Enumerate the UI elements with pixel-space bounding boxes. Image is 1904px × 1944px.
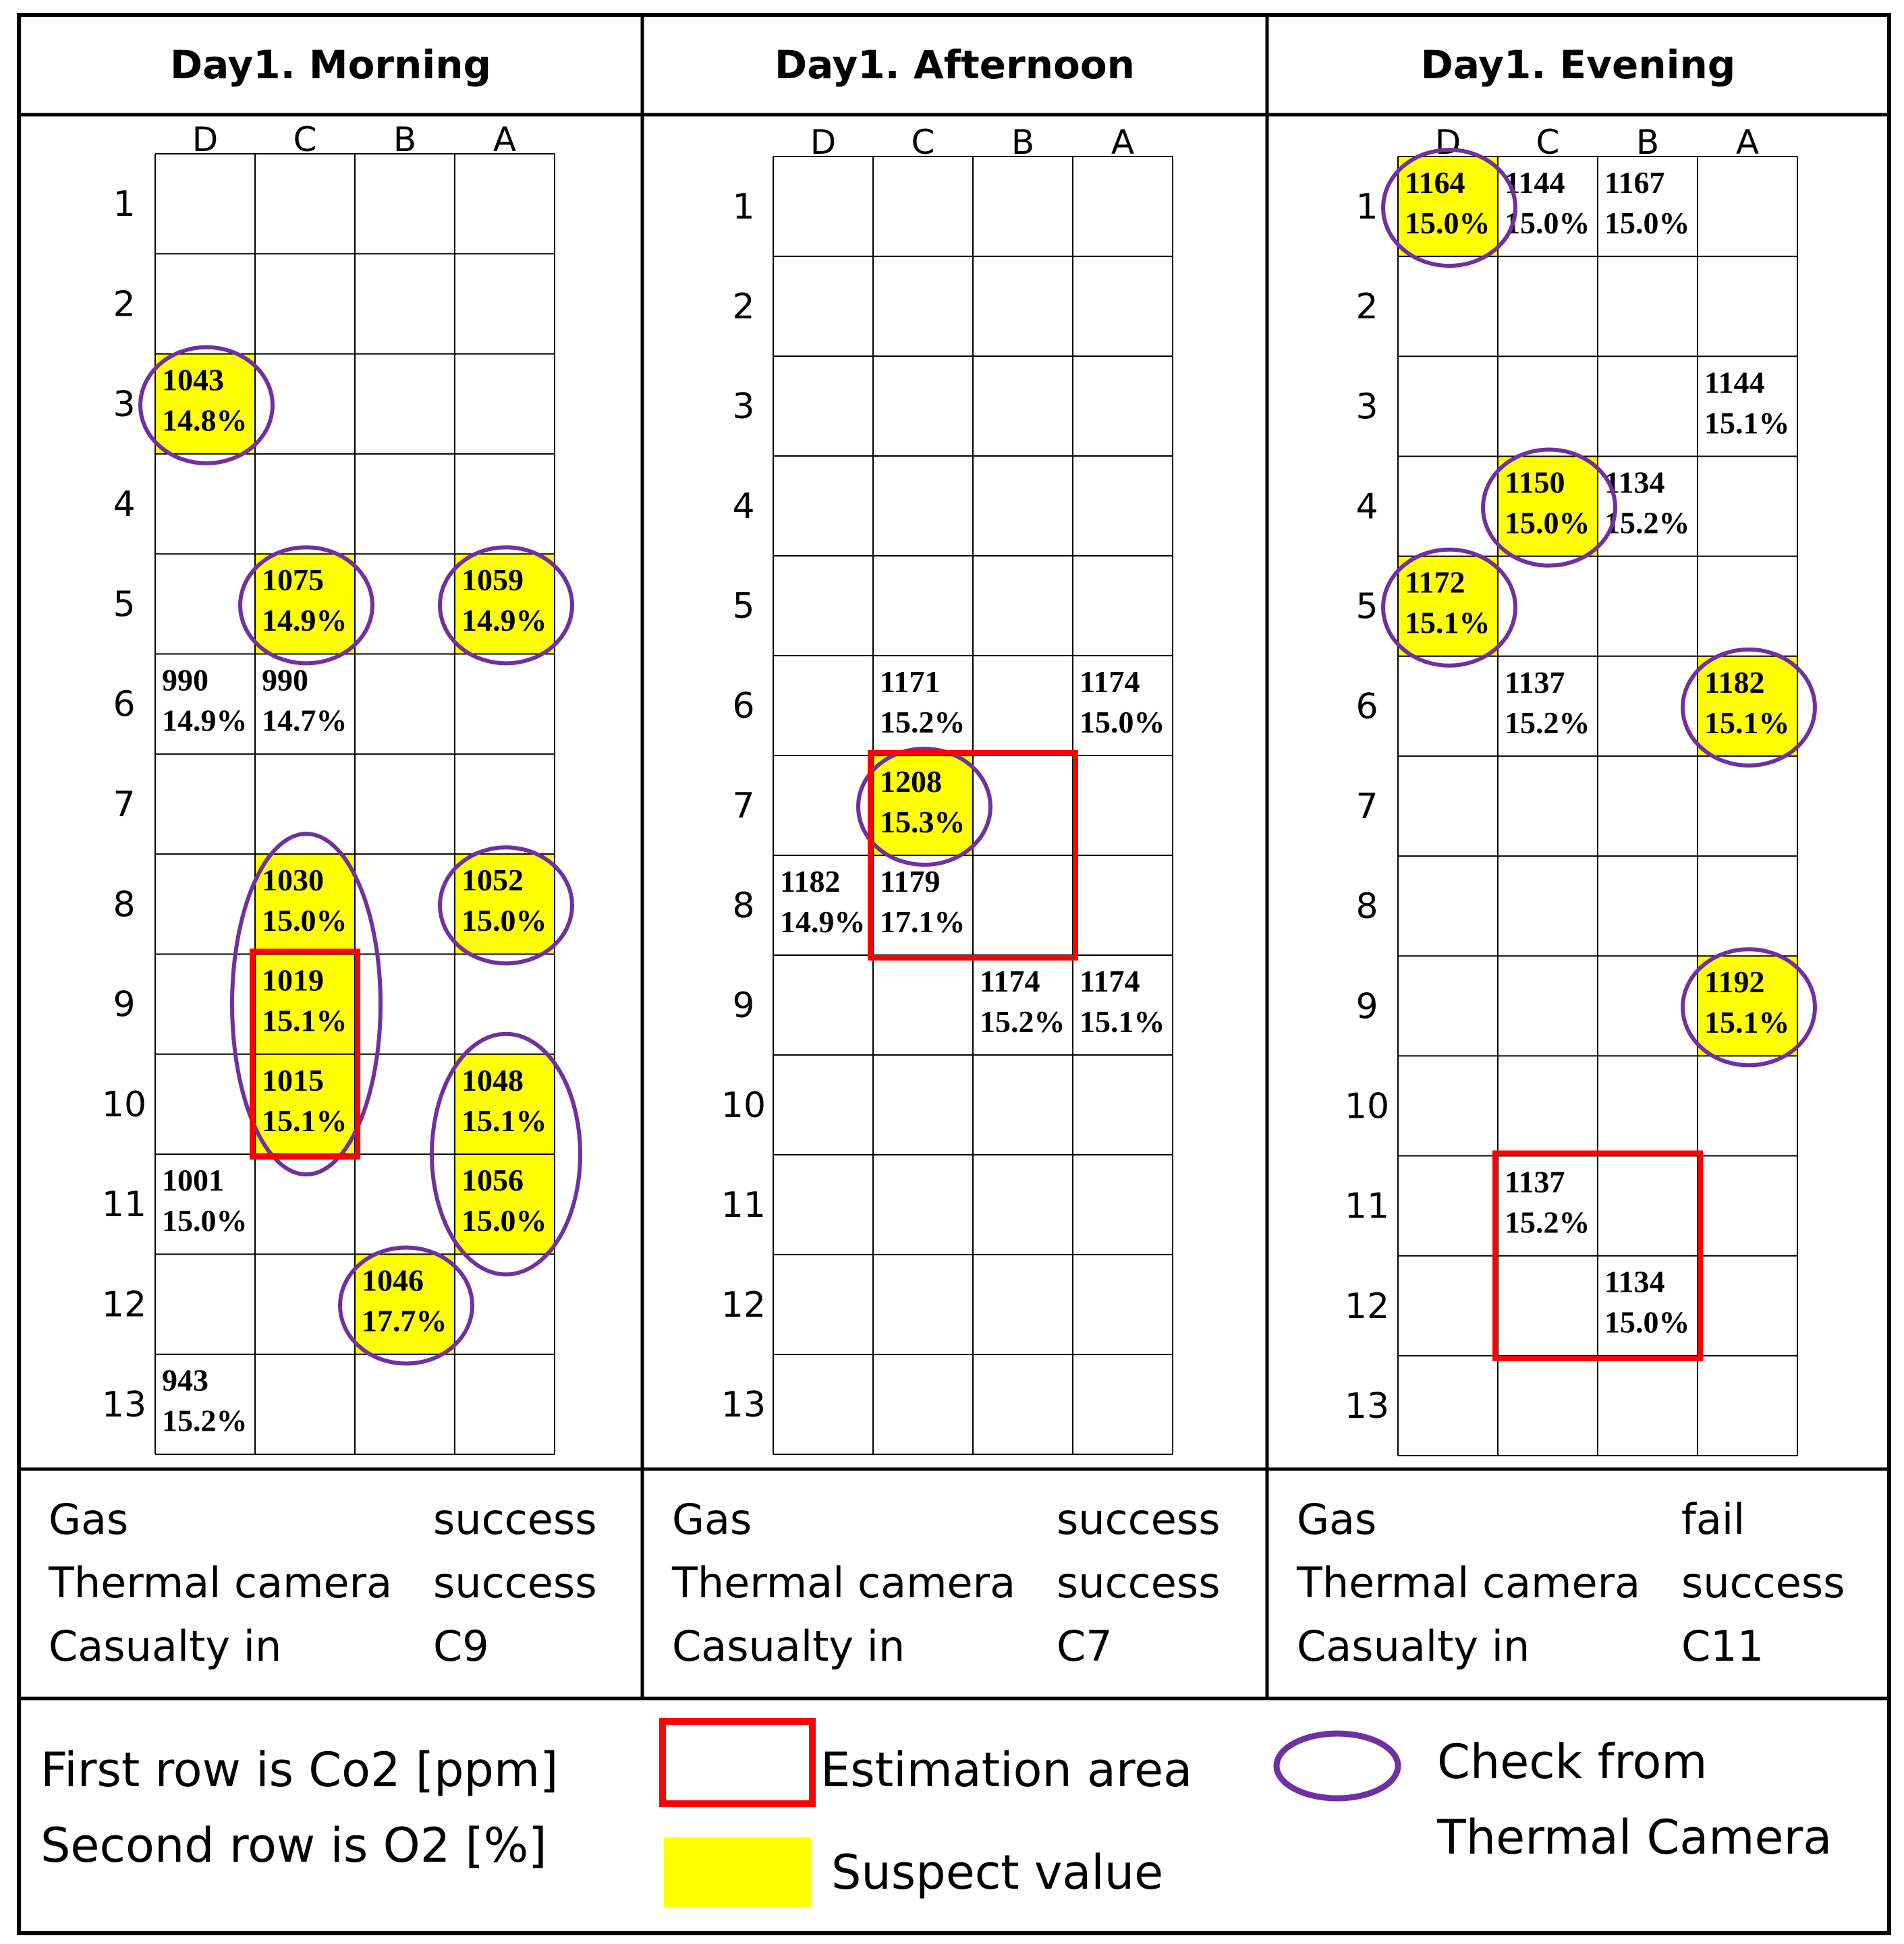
panel-title: Day1. Morning (169, 42, 492, 88)
column-header: D (192, 120, 219, 159)
result-value-gas: success (433, 1495, 597, 1544)
cell-o2-value: 15.2% (880, 705, 965, 739)
cell-co2-value: 1174 (1080, 664, 1140, 699)
result-label-casualty: Casualty in (1297, 1622, 1530, 1671)
cell-o2-value: 15.2% (1505, 705, 1590, 740)
row-label: 1 (113, 184, 136, 225)
legend-layer (40, 1721, 1832, 1908)
result-value-casualty: C7 (1057, 1622, 1113, 1671)
result-label-gas: Gas (672, 1495, 752, 1544)
cell-o2-value: 15.1% (1405, 605, 1490, 640)
legend-suspect-swatch (664, 1837, 811, 1908)
cell-o2-value: 14.9% (162, 703, 248, 738)
cell-co2-value: 1174 (1080, 964, 1140, 998)
cell-o2-value: 15.1% (1704, 1005, 1790, 1040)
cell-co2-value: 943 (162, 1363, 208, 1398)
row-label: 12 (721, 1285, 766, 1325)
row-label: 10 (721, 1085, 766, 1126)
cell-co2-value: 1192 (1704, 965, 1765, 1000)
cell-o2-value: 15.0% (162, 1203, 248, 1238)
cell-o2-value: 15.1% (461, 1103, 547, 1138)
cell-co2-value: 1056 (461, 1163, 524, 1198)
column-header: B (1011, 123, 1035, 162)
cell-o2-value: 15.2% (1505, 1205, 1590, 1240)
cell-o2-value: 15.0% (1405, 206, 1490, 240)
row-label: 9 (113, 984, 136, 1025)
column-header: A (1735, 123, 1760, 162)
legend-thermal-text-line1: Check from (1437, 1734, 1708, 1790)
column-header: D (1434, 123, 1461, 162)
column-header: C (1536, 123, 1560, 162)
cell-o2-value: 15.1% (1704, 405, 1790, 440)
column-header: A (493, 120, 517, 159)
row-label: 2 (113, 284, 136, 325)
cell-co2-value: 1144 (1505, 165, 1565, 200)
cell-co2-value: 1030 (262, 863, 324, 898)
row-label: 6 (732, 686, 755, 726)
result-label-casualty: Casualty in (672, 1622, 905, 1671)
row-label: 6 (113, 684, 136, 725)
row-label: 2 (732, 287, 755, 327)
legend-thermal-text-line2: Thermal Camera (1437, 1810, 1832, 1865)
legend-suspect-text: Suspect value (831, 1845, 1164, 1900)
column-header: D (810, 123, 837, 162)
result-label-thermal: Thermal camera (1297, 1558, 1641, 1607)
row-label: 10 (101, 1084, 147, 1125)
row-label: 8 (1355, 886, 1378, 927)
row-label: 5 (1355, 586, 1378, 627)
column-header: A (1111, 123, 1135, 162)
result-label-thermal: Thermal camera (49, 1558, 393, 1607)
legend-o2-text: Second row is O2 [%] (40, 1818, 547, 1873)
cell-o2-value: 15.1% (262, 1103, 347, 1138)
cell-o2-value: 17.1% (880, 905, 965, 939)
legend-co2-text: First row is Co2 [ppm] (40, 1742, 559, 1798)
row-label: 13 (1344, 1385, 1390, 1427)
panel-title: Day1. Evening (1420, 42, 1736, 88)
cell-o2-value: 15.0% (1604, 1305, 1690, 1340)
cell-co2-value: 1144 (1704, 365, 1765, 400)
row-label: 8 (113, 884, 136, 925)
cell-o2-value: 14.8% (162, 403, 248, 438)
cell-co2-value: 1182 (780, 864, 841, 898)
result-label-thermal: Thermal camera (672, 1558, 1016, 1607)
cell-co2-value: 1137 (1505, 1164, 1565, 1199)
cell-o2-value: 15.0% (1604, 206, 1690, 240)
row-label: 8 (732, 886, 755, 926)
cell-co2-value: 1048 (461, 1062, 524, 1097)
cell-co2-value: 1172 (1405, 565, 1465, 600)
cell-co2-value: 990 (262, 662, 308, 697)
cell-o2-value: 15.0% (461, 1203, 547, 1238)
legend-thermal-swatch (1277, 1734, 1398, 1798)
cell-co2-value: 1164 (1405, 165, 1465, 200)
row-label: 1 (1355, 187, 1378, 228)
result-label-gas: Gas (1297, 1495, 1377, 1544)
result-value-casualty: C9 (433, 1622, 489, 1671)
result-value-thermal: success (1057, 1558, 1221, 1607)
row-label: 13 (721, 1385, 766, 1425)
result-value-thermal: success (1681, 1558, 1845, 1607)
row-label: 4 (1355, 486, 1378, 527)
cell-co2-value: 1137 (1505, 664, 1565, 699)
column-header: B (393, 120, 417, 159)
cell-o2-value: 15.3% (880, 805, 965, 839)
row-label: 4 (732, 486, 755, 527)
column-header: B (1635, 123, 1660, 162)
cell-co2-value: 1179 (880, 864, 941, 898)
cell-co2-value: 1174 (980, 964, 1040, 998)
cell-co2-value: 1150 (1505, 465, 1565, 500)
row-label: 10 (1344, 1086, 1390, 1127)
cell-co2-value: 1171 (880, 664, 941, 699)
column-header: C (293, 120, 317, 159)
cell-co2-value: 1043 (162, 362, 224, 397)
cell-o2-value: 15.1% (262, 1003, 347, 1038)
row-label: 3 (113, 384, 136, 425)
row-label: 9 (1355, 986, 1378, 1027)
row-label: 7 (732, 786, 755, 826)
result-value-thermal: success (433, 1558, 597, 1607)
cell-o2-value: 15.2% (162, 1403, 248, 1438)
cell-o2-value: 15.0% (1080, 705, 1165, 739)
row-label: 5 (732, 586, 755, 627)
panel-title: Day1. Afternoon (775, 42, 1135, 88)
row-label: 3 (732, 387, 755, 427)
row-label: 6 (1355, 686, 1378, 727)
cell-o2-value: 15.0% (262, 903, 347, 938)
row-label: 3 (1355, 387, 1378, 428)
result-value-gas: success (1057, 1495, 1221, 1544)
row-label: 7 (1355, 787, 1378, 827)
cell-co2-value: 1059 (461, 563, 524, 598)
cell-o2-value: 14.9% (780, 905, 866, 939)
cell-o2-value: 15.1% (1704, 705, 1790, 740)
cell-co2-value: 1001 (162, 1163, 224, 1198)
cell-o2-value: 15.0% (1505, 505, 1590, 540)
row-label: 4 (113, 484, 136, 525)
row-label: 5 (113, 584, 136, 625)
row-label: 13 (101, 1384, 147, 1425)
cell-co2-value: 1208 (880, 764, 942, 799)
row-label: 9 (732, 985, 755, 1026)
cell-co2-value: 1046 (362, 1263, 424, 1298)
result-value-casualty: C11 (1681, 1622, 1764, 1671)
legend-estimation-text: Estimation area (820, 1742, 1193, 1798)
row-label: 2 (1355, 287, 1378, 328)
cell-co2-value: 1167 (1604, 165, 1665, 200)
cell-o2-value: 15.0% (1505, 206, 1590, 240)
row-label: 11 (721, 1185, 766, 1226)
row-label: 1 (732, 187, 755, 227)
cell-o2-value: 17.7% (362, 1303, 447, 1338)
cell-co2-value: 1182 (1704, 664, 1765, 699)
legend-estimation-swatch (663, 1721, 812, 1804)
row-label: 12 (101, 1284, 147, 1325)
row-label: 12 (1344, 1286, 1390, 1327)
cell-o2-value: 14.9% (461, 603, 547, 638)
row-label: 7 (113, 784, 136, 825)
result-value-gas: fail (1681, 1495, 1745, 1544)
cell-co2-value: 1075 (262, 563, 324, 598)
cell-o2-value: 14.9% (262, 603, 347, 638)
result-label-casualty: Casualty in (49, 1622, 282, 1671)
cell-co2-value: 1015 (262, 1062, 324, 1097)
cell-o2-value: 15.1% (1080, 1004, 1165, 1039)
row-label: 11 (1344, 1186, 1390, 1227)
cell-o2-value: 15.2% (1604, 505, 1690, 540)
cell-co2-value: 1134 (1604, 465, 1665, 500)
cell-co2-value: 1052 (461, 863, 524, 898)
cell-co2-value: 990 (162, 662, 208, 697)
cell-o2-value: 15.0% (461, 903, 547, 938)
result-label-gas: Gas (49, 1495, 129, 1544)
cell-o2-value: 14.7% (262, 703, 347, 738)
cell-co2-value: 1134 (1604, 1264, 1665, 1299)
row-label: 11 (101, 1184, 147, 1226)
cell-o2-value: 15.2% (980, 1004, 1065, 1039)
cell-co2-value: 1019 (262, 963, 324, 998)
column-header: C (911, 123, 935, 162)
